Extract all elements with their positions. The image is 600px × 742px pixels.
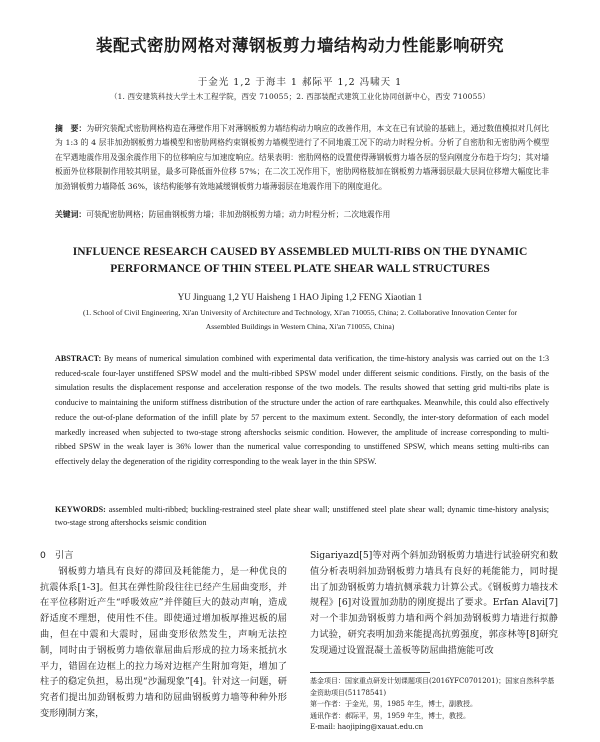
english-abstract-text: By means of numerical simulation combined with experimental data verification, the time-history analysis was carried out on the 1:3 reduced-scale four-layer unstiffened SPSW model and the multi-ribbed SPSW model under different seismic conditions. Firstly, on the basis of the simulation results the displacement response and acceleration response of the two models. The results showed that setting grid multi-ribs plate is conducive to maintaining the uniform stiffness distribution of the structure under the action of rare earthquakes. Meanwhile, this could also effectively reduce the out-of-plane deformation of the infill plate by 57 percent to the maximum extent. Secondly, the inter-story deformation of each model markedly increased when subjected to two-stage strong aftershocks seismic condition. However, the amplitude of increase corresponding to multi-ribbed SPSW in the weak layer is 36% lower than the numerical value corresponding to unstiffened SPSW, which means setting multi-ribs can effectively delay the degeneration of the rigidity corresponding to the weak layer in the thin SPSW. [55, 354, 549, 466]
chinese-keywords-text: 可装配密肋网格；防屈曲钢板剪力墙；非加劲钢板剪力墙；动力时程分析；二次地震作用 [86, 210, 391, 219]
chinese-title: 装配式密肋网格对薄钢板剪力墙结构动力性能影响研究 [96, 36, 504, 55]
footnote-email-label: E-mail: [310, 723, 336, 731]
body-left-column [40, 548, 287, 722]
chinese-keywords-label: 关键词： [55, 210, 87, 219]
footnotes [310, 676, 558, 734]
english-title-line2: PERFORMANCE OF THIN STEEL PLATE SHEAR WALL STRUCTURES [110, 263, 490, 275]
footnote-fund-text: 国家重点研发计划课题项目(2016YFC0701201)；国家自然科学基金资助项目(51178541) [310, 677, 555, 697]
english-affiliation-line1: (1. School of Civil Engineering, Xi'an University of Architecture and Technology, Xi'an 710055, China; 2. Collaborative Innovation Center for [82, 308, 518, 317]
footnote-divider [310, 672, 430, 673]
english-keywords-label: KEYWORDS: [55, 505, 106, 514]
chinese-authors: 于金光 1,2 于海丰 1 郝际平 1,2 冯啸天 1 [197, 77, 403, 88]
english-abstract-label: ABSTRACT: [55, 354, 102, 363]
english-authors: YU Jinguang 1,2 YU Haisheng 1 HAO Jiping 1,2 FENG Xiaotian 1 [177, 292, 423, 302]
chinese-keywords [55, 209, 549, 221]
chinese-abstract [55, 122, 549, 194]
english-title [40, 244, 560, 278]
footnote-first-author-label: 第一作者： [310, 700, 345, 708]
english-keywords-text: assembled multi-ribbed; buckling-restrained steel plate shear wall; unstiffened steel plate shear wall; dynamic time-history analysis; two-stage strong aftershocks seismic condition [55, 505, 549, 527]
footnote-first-author-text: 于金光，男，1985 年生，博士，副教授。 [345, 700, 478, 708]
english-affiliation [60, 306, 540, 333]
english-title-line1: INFLUENCE RESEARCH CAUSED BY ASSEMBLED MULTI-RIBS ON THE DYNAMIC [72, 246, 528, 258]
footnote-first-author [310, 699, 558, 711]
footnote-fund [310, 676, 558, 699]
section-heading-introduction: 0 引言 [40, 550, 74, 561]
english-abstract [55, 352, 549, 470]
chinese-abstract-text: 为研究装配式密肋网格构造在薄壁作用下对薄钢板剪力墙结构动力响应的改善作用，本文在已有试验的基础上，通过数值模拟对几何比为 1:3 的 4 层非加劲钢板剪力墙模型和密肋网格约束钢板剪力墙模型进行了不同地震工况下的动力时程分析。分析了自密肋和无密肋两个模型在罕遇地震作用及强余震作用下的位移响应与加速度响应。结果表明：密肋网格的设置使得薄钢板剪力墙各层的竖向刚度分布趋于均匀；其对墙板面外位移限制作用较其明显，最多可降低面外位移 57%；在二次工况作用下，密肋网格肢加在钢板剪力墙薄弱层最大层间位移增大幅度比非加劲钢板剪力墙降低 36%，该结构能够有效地减缓钢板剪力墙薄弱层在地震作用下的刚度退化。 [55, 124, 550, 191]
footnote-email [310, 722, 558, 734]
body-right-column [310, 548, 558, 659]
footnote-email-address[interactable]: haojiping@xauat.edu.cn [337, 723, 424, 731]
chinese-abstract-label: 摘 要： [55, 124, 87, 133]
english-keywords [55, 503, 549, 529]
footnote-corresponding-author [310, 711, 558, 723]
chinese-affiliation: （1. 西安建筑科技大学土木工程学院，西安 710055；2. 西部装配式建筑工业化协同创新中心，西安 710055） [110, 92, 490, 101]
footnote-corresponding-label: 通讯作者： [310, 711, 345, 720]
footnote-corresponding-text: 郝际平，男，1959 年生，博士，教授。 [345, 711, 471, 720]
body-paragraph: 钢板剪力墙具有良好的滞回及耗能能力，是一种优良的抗震体系[1-3]。但其在弹性阶段往往已经产生屈曲变形，并在平位移附近产生“呼吸效应”并伴随巨大的鼓动声响，造成舒适度不理想，使用性不佳。即使通过增加板厚推迟板的屈曲，但在中震和大震时，屈曲变形依然发生，声响无法控制，同时由于钢板剪力墙依靠屈曲后形成的拉力场来抵抗水平力，错固在边框上的拉力场对边框产生附加弯矩，增加了柱子的稳定负担，易出现“沙漏现象”[4]。针对这一问题，研究者们提出加劲钢板剪力墙和防屈曲钢板剪力墙等种种外形变形刚制方案， [40, 565, 287, 719]
body-paragraph: Sigariyazd[5]等对两个斜加劲钢板剪力墙进行试验研究和数值分析表明斜加劲钢板剪力墙具有良好的耗能能力，同时提出了加劲钢板剪力墙抗侧承载力计算公式。《钢板剪力墙技术规程》[6]对设置加劲肋的刚度提出了要求。Erfan Alavi[7]对一个非加劲钢板剪力墙和两个斜加劲钢板剪力墙进行拟静力试验，研究表明加劲来能提高抗剪强度，郭彦林等[8]研究发现通过设置混凝土盖板等防屈曲措施能可改 [310, 550, 558, 656]
footnote-fund-label: 基金项目： [310, 677, 345, 685]
english-affiliation-line2: Assembled Buildings in Western China, Xi'an 710055, China) [205, 321, 395, 331]
